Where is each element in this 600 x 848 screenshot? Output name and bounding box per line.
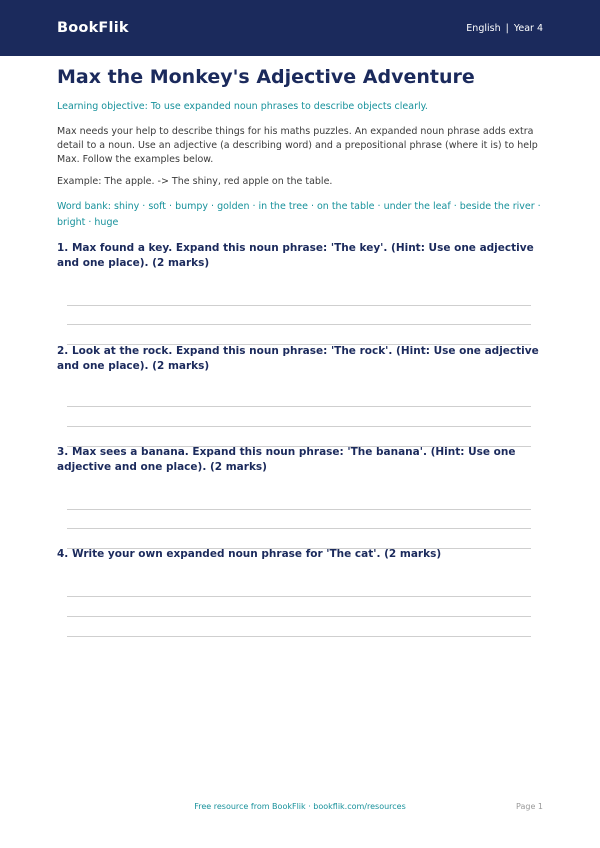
page-number: Page 1 bbox=[516, 802, 543, 811]
year-label: Year 4 bbox=[513, 22, 543, 34]
answer-line[interactable] bbox=[67, 509, 531, 510]
answer-line[interactable] bbox=[67, 426, 531, 427]
question-2 bbox=[57, 344, 543, 374]
example-text: Example: The apple. -> The shiny, red apple on the table. bbox=[57, 176, 333, 187]
question-4 bbox=[57, 547, 543, 562]
answer-line[interactable] bbox=[67, 324, 531, 325]
worksheet-intro bbox=[57, 64, 543, 231]
page-title: Max the Monkey's Adjective Adventure bbox=[57, 66, 475, 88]
question-text: 1. Max found a key. Expand this noun phrase: 'The key'. (Hint: Use one adjective and one place). (2 marks) bbox=[57, 242, 534, 269]
question-1 bbox=[57, 241, 543, 271]
answer-line[interactable] bbox=[67, 305, 531, 306]
subject-separator: | bbox=[505, 22, 509, 34]
question-text: 2. Look at the rock. Expand this noun phrase: 'The rock'. (Hint: Use one adjective and one place). (2 marks) bbox=[57, 345, 539, 372]
question-text: 3. Max sees a banana. Expand this noun phrase: 'The banana'. (Hint: Use one adjective and one place). (2 marks) bbox=[57, 446, 516, 473]
subject-label bbox=[466, 23, 543, 34]
question-3 bbox=[57, 445, 543, 475]
answer-line[interactable] bbox=[67, 616, 531, 617]
brand-logo: BookFlik bbox=[57, 20, 129, 36]
answer-line[interactable] bbox=[67, 636, 531, 637]
answer-line[interactable] bbox=[67, 596, 531, 597]
learning-objective: Learning objective: To use expanded noun phrases to describe objects clearly. bbox=[57, 101, 428, 112]
intro-paragraph: Max needs your help to describe things for his maths puzzles. An expanded noun phrase adds extra detail to a noun. Use an adjective (a describing word) and a prepositional phrase (where it is) to help Max. Follow the examples below. bbox=[57, 126, 538, 165]
header-bar bbox=[0, 0, 600, 56]
question-text: 4. Write your own expanded noun phrase for 'The cat'. (2 marks) bbox=[57, 548, 442, 560]
answer-line[interactable] bbox=[67, 406, 531, 407]
footer-text: Free resource from BookFlik · bookflik.com/resources bbox=[194, 802, 406, 811]
subject-name: English bbox=[466, 22, 501, 34]
word-bank: Word bank: shiny · soft · bumpy · golden · in the tree · on the table · under the leaf · beside the river · bright · huge bbox=[57, 201, 541, 228]
answer-line[interactable] bbox=[67, 528, 531, 529]
